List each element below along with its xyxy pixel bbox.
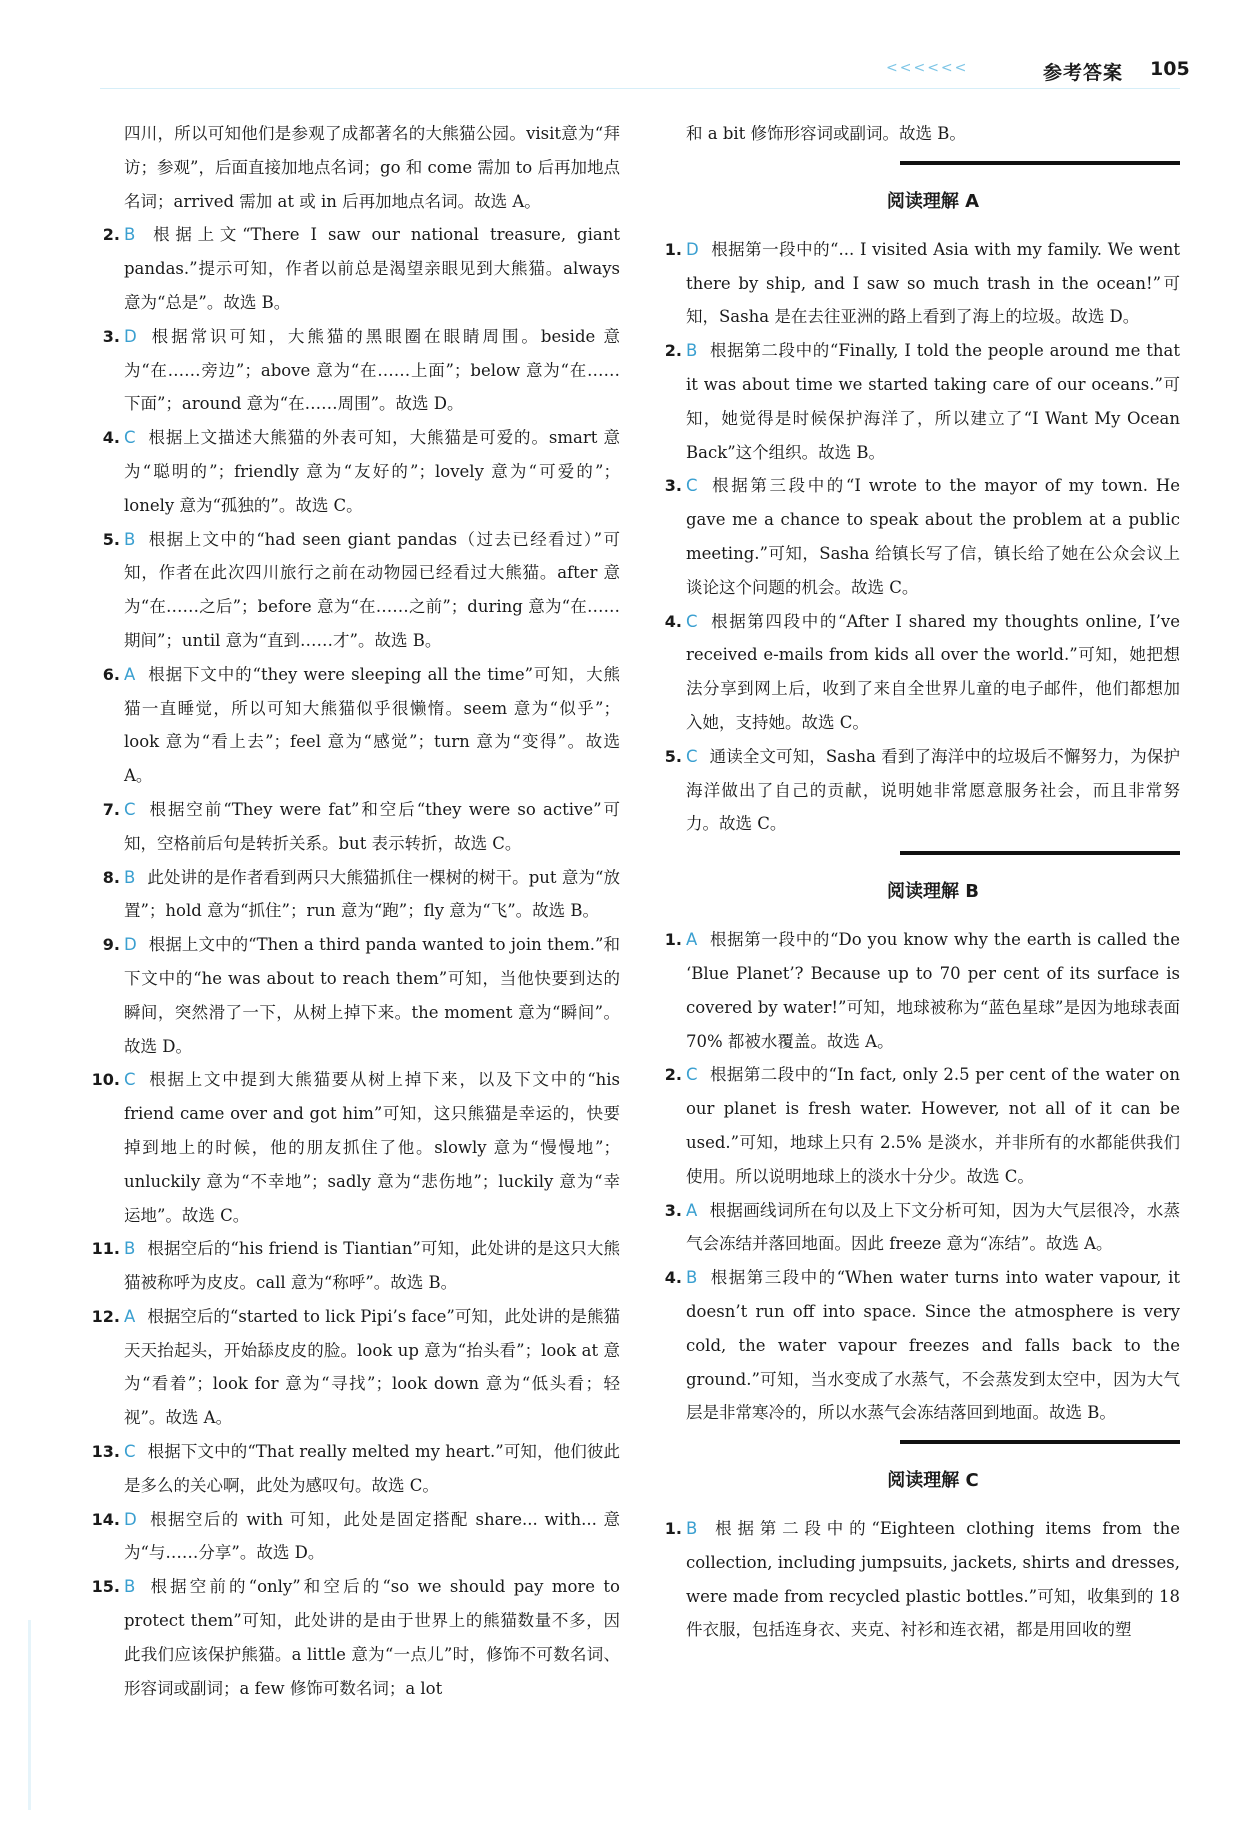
item-number: 1.: [664, 1519, 682, 1539]
explanation-text: 此处讲的是作者看到两只大熊猫抓住一棵树的树干。put 意为“放置”；hold 意为“抓住”；run 意为“跑”；fly 意为“飞”。故选 B。: [124, 867, 620, 921]
item-number: 15.: [91, 1577, 120, 1597]
item-number: 2.: [664, 341, 682, 361]
continuation-text: 和 a bit 修饰形容词或副词。故选 B。: [686, 124, 966, 143]
answer-item: [91, 1063, 620, 1232]
left-column: [91, 117, 620, 1705]
item-number: 10.: [91, 1070, 120, 1090]
answer-letter: D: [124, 1509, 137, 1529]
section-rule: [900, 1440, 1180, 1444]
answer-item: [102, 793, 620, 861]
answer-item: [102, 658, 620, 793]
explanation-text: 根据空前“They were fat”和空后“they were so active”可知，空格前后句是转折关系。but 表示转折，故选 C。: [124, 799, 620, 853]
section-rule: [900, 161, 1180, 165]
answer-letter: B: [686, 341, 698, 361]
answer-item: [664, 334, 1180, 469]
item-number: 2.: [664, 1065, 682, 1085]
explanation-text: 根据第二段中的“In fact, only 2.5 per cent of the water on our planet is fresh water. However, not all of it can be used.”可知，地球上只有 2.5% 是淡水，并非所有的水都能供我们使用。所以说明地球上的淡水十分少。故选 C。: [686, 1065, 1180, 1186]
explanation-text: 根据画线词所在句以及上下文分析可知，因为大气层很冷，水蒸气会冻结并落回地面。因此 freeze 意为“冻结”。故选 A。: [686, 1200, 1180, 1254]
explanation-text: 根据第三段中的“When water turns into water vapour, it doesn’t run off into space. Since the atmosphere is very cold, the water vapour freezes and falls back to the ground.”可知，当水变成了水蒸气，不会蒸发到太空中，因为大气层是非常寒冷的，所以水蒸气会冻结落回到地面。故选 B。: [686, 1268, 1180, 1423]
answer-letter: B: [124, 1239, 136, 1259]
answer-letter: C: [686, 476, 698, 496]
answer-letter: C: [686, 1065, 698, 1085]
continuation-text: 四川，所以可知他们是参观了成都著名的大熊猫公园。visit意为“拜访；参观”，后面直接加地点名词；go 和 come 需加 to 后再加地点名词；arrived 需加 at 或 in 后再加地点名词。故选 A。: [124, 124, 620, 211]
answer-letter: B: [124, 225, 136, 245]
explanation-text: 根据第二段中的“Eighteen clothing items from the collection, including jumpsuits, jackets, shirts and dresses, were made from recycled plastic bottles.”可知，收集到的 18 件衣服，包括连身衣、夹克、衬衫和连衣裙，都是用回收的塑: [686, 1519, 1180, 1640]
answer-letter: C: [124, 799, 136, 819]
explanation-text: 根据空前的“only”和空后的“so we should pay more to protect them”可知，此处讲的是由于世界上的熊猫数量不多，因此我们应该保护熊猫。a little 意为“一点儿”时，修饰不可数名词、形容词或副词；a few 修饰可数名词；a lot: [124, 1577, 620, 1698]
explanation-text: 根据第四段中的“After I shared my thoughts online, I’ve received e-mails from kids all over the world.”可知，她把想法分享到网上后，收到了来自全世界儿童的电子邮件，他们都想加入她，支持她。故选 C。: [686, 611, 1180, 732]
answer-letter: D: [124, 326, 137, 346]
answer-item: [102, 928, 620, 1063]
explanation-text: 根据第二段中的“Finally, I told the people around me that it was about time we started taking care of our oceans.”可知，她觉得是时候保护海洋了，所以建立了“I Want My Ocean Back”这个组织。故选 B。: [686, 341, 1180, 462]
item-number: 3.: [102, 326, 120, 346]
answer-item: [102, 218, 620, 319]
answer-item: [664, 1261, 1180, 1430]
answer-item: [91, 1503, 620, 1571]
item-number: 5.: [102, 529, 120, 549]
page-header: [0, 58, 1250, 88]
explanation-text: 根据上文中提到大熊猫要从树上掉下来，以及下文中的“his friend came over and got him”可知，这只熊猫是幸运的，快要掉到地上的时候，他的朋友抓住了他。slowly 意为“慢慢地”；unluckily 意为“不幸地”；sadly 意为“悲伤地”；luckily 意为“幸运地”。故选 C。: [124, 1070, 620, 1225]
explanation-text: 根据空后的 with 可知，此处是固定搭配 share... with... 意为“与……分享”。故选 D。: [124, 1509, 620, 1563]
answer-letter: A: [124, 1306, 136, 1326]
answer-item: [102, 421, 620, 522]
answer-item: [664, 923, 1180, 1058]
header-title: 参考答案: [1043, 62, 1124, 84]
answer-item: [91, 1570, 620, 1705]
item-number: 13.: [91, 1442, 120, 1462]
answer-letter: B: [124, 867, 136, 887]
item-number: 4.: [664, 1268, 682, 1288]
right-column: [664, 117, 1180, 1647]
answer-item: [664, 605, 1180, 740]
item-number: 3.: [664, 1200, 682, 1220]
answer-letter: C: [124, 1442, 136, 1462]
answer-letter: D: [686, 239, 699, 259]
answer-item: [91, 1232, 620, 1300]
answer-letter: C: [124, 1070, 136, 1090]
item-number: 14.: [91, 1509, 120, 1529]
explanation-text: 根据上文中的“had seen giant pandas（过去已经看过）”可知，作者在此次四川旅行之前在动物园已经看过大熊猫。after 意为“在……之后”；before 意为“在……之前”；during 意为“在……期间”；until 意为“直到……才”。故选 B。: [124, 529, 620, 650]
margin-bar: [28, 1620, 31, 1810]
item-number: 3.: [664, 476, 682, 496]
item-number: 6.: [102, 664, 120, 684]
explanation-text: 根据下文中的“That really melted my heart.”可知，他们彼此是多么的关心啊，此处为感叹句。故选 C。: [124, 1442, 620, 1495]
section-title: 阅读理解 A: [886, 190, 980, 212]
answer-letter: C: [124, 428, 136, 448]
answer-letter: A: [686, 1200, 698, 1220]
section-title: 阅读理解 B: [887, 881, 979, 903]
answer-letter: D: [124, 935, 137, 955]
item-number: 4.: [102, 428, 120, 448]
answer-item: [102, 861, 620, 929]
answer-letter: C: [686, 611, 698, 631]
explanation-text: 根据常识可知，大熊猫的黑眼圈在眼睛周围。beside 意为“在……旁边”；above 意为“在……上面”；below 意为“在……下面”；around 意为“在……周围”。故选 D。: [124, 326, 620, 414]
answer-item: [664, 469, 1180, 604]
item-number: 12.: [91, 1306, 120, 1326]
answer-letter: B: [686, 1519, 698, 1539]
page-number: 105: [1150, 58, 1190, 80]
answer-item: [664, 1194, 1180, 1262]
decorative-arrows: <<<<<<: [886, 60, 969, 76]
explanation-text: 根据空后的“started to lick Pipi’s face”可知，此处讲的是熊猫天天抬起头，开始舔皮皮的脸。look up 意为“抬头看”；look at 意为“看着”；look for 意为“寻找”；look down 意为“低头看；轻视”。故选 A。: [124, 1306, 620, 1428]
item-number: 2.: [102, 225, 120, 245]
explanation-text: 根据第一段中的“... I visited Asia with my family. We went there by ship, and I saw so much trash in the ocean!”可知，Sasha 是在去往亚洲的路上看到了海上的垃圾。故选 D。: [686, 239, 1180, 327]
explanation-text: 根据第一段中的“Do you know why the earth is called the ‘Blue Planet’? Because up to 70 per cent of its surface is covered by water!”可知，地球被称为“蓝色星球”是因为地球表面 70% 都被水覆盖。故选 A。: [686, 930, 1180, 1051]
item-number: 1.: [664, 930, 682, 950]
answer-letter: B: [686, 1268, 698, 1288]
answer-item: [102, 523, 620, 658]
answer-item: [91, 1300, 620, 1435]
answer-item: [664, 1512, 1180, 1647]
answer-item: [664, 233, 1180, 334]
explanation-text: 根据上文中的“Then a third panda wanted to join them.”和下文中的“he was about to reach them”可知，当他快要到达的瞬间，突然滑了一下，从树上掉下来。the moment 意为“瞬间”。故选 D。: [124, 935, 620, 1056]
explanation-text: 根据第三段中的“I wrote to the mayor of my town. He gave me a chance to speak about the problem at a public meeting.”可知，Sasha 给镇长写了信，镇长给了她在公众会议上谈论这个问题的机会。故选 C。: [686, 476, 1180, 597]
section-title: 阅读理解 C: [887, 1470, 979, 1492]
answer-letter: A: [686, 930, 698, 950]
item-number: 4.: [664, 611, 682, 631]
header-divider: [100, 88, 1180, 89]
answer-item: [102, 320, 620, 421]
item-number: 8.: [102, 867, 120, 887]
item-number: 9.: [102, 935, 120, 955]
answer-item: [664, 1058, 1180, 1193]
explanation-text: 根据下文中的“they were sleeping all the time”可知，大熊猫一直睡觉，所以可知大熊猫似乎很懒惰。seem 意为“似乎”；look 意为“看上去”；feel 意为“感觉”；turn 意为“变得”。故选 A。: [124, 664, 620, 786]
explanation-text: 根据上文“There I saw our national treasure, giant pandas.”提示可知，作者以前总是渴望亲眼见到大熊猫。always 意为“总是”。故选 B。: [124, 225, 620, 312]
explanation-text: 通读全文可知，Sasha 看到了海洋中的垃圾后不懈努力，为保护海洋做出了自己的贡献，说明她非常愿意服务社会，而且非常努力。故选 C。: [686, 746, 1180, 834]
item-number: 11.: [91, 1239, 120, 1259]
explanation-text: 根据上文描述大熊猫的外表可知，大熊猫是可爱的。smart 意为“聪明的”；friendly 意为“友好的”；lovely 意为“可爱的”；lonely 意为“孤独的”。故选 C。: [124, 428, 620, 515]
answer-letter: B: [124, 1577, 136, 1597]
explanation-text: 根据空后的“his friend is Tiantian”可知，此处讲的是这只大熊猫被称呼为皮皮。call 意为“称呼”。故选 B。: [124, 1239, 620, 1293]
answer-item: [664, 740, 1180, 841]
answer-letter: C: [686, 746, 698, 766]
item-number: 1.: [664, 239, 682, 259]
item-number: 5.: [664, 746, 682, 766]
answer-letter: A: [124, 664, 136, 684]
answer-item: [91, 1435, 620, 1503]
answer-letter: B: [124, 529, 136, 549]
item-number: 7.: [102, 799, 120, 819]
section-rule: [900, 851, 1180, 855]
